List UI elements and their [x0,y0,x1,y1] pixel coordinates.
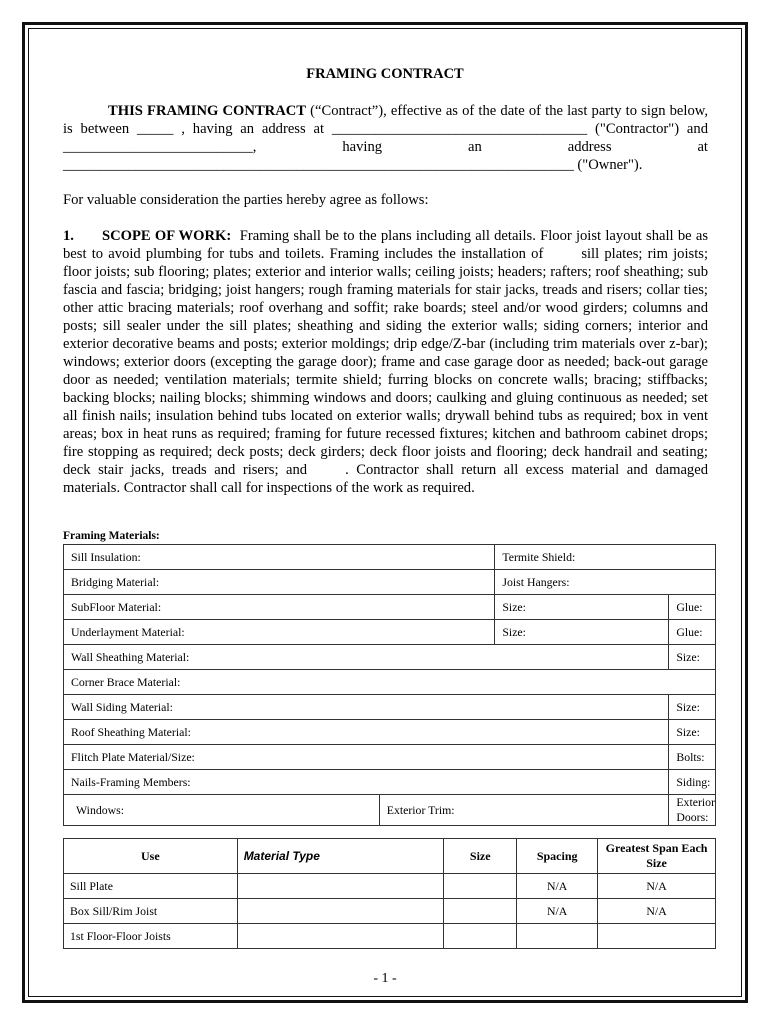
scope-number: 1. [63,228,74,244]
flitch-plate-field[interactable]: Flitch Plate Material/Size: [64,745,669,770]
table-row [64,695,716,720]
wall-sheathing-size-field[interactable]: Size: [669,645,716,670]
siding-field[interactable]: Siding: [669,770,716,795]
underlayment-glue-field[interactable]: Glue: [669,620,716,645]
row-spacing[interactable] [517,924,598,949]
row-greatest-span[interactable] [598,924,716,949]
row-size[interactable] [444,874,517,899]
wall-sheathing-material-field[interactable]: Wall Sheathing Material: [64,645,669,670]
framing-materials-label: Framing Materials: [63,530,160,542]
table-row [64,620,716,645]
corner-brace-material-field[interactable]: Corner Brace Material: [64,670,716,695]
header-use: Use [64,839,238,874]
scope-text-c: . Contractor shall return all excess material and damaged materials. Contractor shall call for inspections of the work as required. [63,462,708,496]
header-material-type: Material Type [237,839,444,874]
wall-siding-material-field[interactable]: Wall Siding Material: [64,695,669,720]
table-row [64,570,716,595]
row-use: Sill Plate [64,874,238,899]
windows-field[interactable]: Windows: [64,795,380,826]
scope-text-b: sill plates; rim joists; floor joists; sub flooring; plates; exterior and interior walls; ceiling joists; headers; rafters; roof sheathing; sub fascia and fascia; bridging; joist hangers; rough framing materials for stair jacks, treads and risers; collar ties; other attic bracing materials; roof overhang and soffit; rake boards; steel and/or wood girders; columns and posts; sill sealer under the sill plates; sheathing and siding the exterior walls; siding corners; interior and exterior decorative beams and posts; exterior moldings; drip edge/Z-bar (including trim materials over z-bar); windows; exterior doors (excepting the garage door); frame and case garage door as needed; back-out garage door as needed; ventilation materials; termite shield; furring blocks on concrete walls; bracing; stiffbacks; backing blocks; nailing blocks; shimming windows and doors; caulking and gluing continuous as needed; set all finish nails; insulation behind tubs located on exterior walls; drywall behind tubs as required; box in vent areas; box in heat runs as required; framing for future recessed fixtures; kitchen and bathroom cabinet drops; fire stopping as required; deck posts; deck girders; deck floor joists and flooring; deck handrail and seating; deck stair jacks, treads and risers; and [63,246,708,478]
sill-insulation-field[interactable]: Sill Insulation: [64,545,495,570]
exterior-trim-field[interactable]: Exterior Trim: [379,795,669,826]
underlayment-material-field[interactable]: Underlayment Material: [64,620,495,645]
table-row [64,924,716,949]
consideration-paragraph: For valuable consideration the parties hereby agree as follows: [63,192,429,208]
table-row [64,874,716,899]
row-material-type[interactable] [237,899,444,924]
table-row [64,545,716,570]
table-row [64,745,716,770]
page-number: - 1 - [373,971,397,986]
row-spacing[interactable]: N/A [517,899,598,924]
joist-hangers-field[interactable]: Joist Hangers: [495,570,716,595]
subfloor-size-field[interactable]: Size: [495,595,669,620]
table-row [64,645,716,670]
termite-shield-field[interactable]: Termite Shield: [495,545,716,570]
row-size[interactable] [444,899,517,924]
table-row [64,770,716,795]
underlayment-size-field[interactable]: Size: [495,620,669,645]
table-row [64,595,716,620]
row-material-type[interactable] [237,874,444,899]
roof-sheathing-material-field[interactable]: Roof Sheathing Material: [64,720,669,745]
exterior-doors-field[interactable]: Exterior Doors: [669,795,716,826]
wall-siding-size-field[interactable]: Size: [669,695,716,720]
framing-materials-table [63,544,716,826]
document-title: FRAMING CONTRACT [306,66,464,82]
row-use: Box Sill/Rim Joist [64,899,238,924]
subfloor-material-field[interactable]: SubFloor Material: [64,595,495,620]
roof-sheathing-size-field[interactable]: Size: [669,720,716,745]
table-row [64,670,716,695]
intro-text: (“Contract”), effective as of the date of the last party to sign below, is between _____ , having an address at ___________________________________ ("Contractor") and __________________________, having an address at ______________________________________________________________________ ("Owner"). [63,103,708,173]
intro-paragraph [63,102,708,174]
row-material-type[interactable] [237,924,444,949]
header-greatest-span: Greatest Span Each Size [598,839,716,874]
subfloor-glue-field[interactable]: Glue: [669,595,716,620]
use-material-table [63,838,716,949]
table-row [64,795,716,826]
table-row [64,899,716,924]
row-spacing[interactable]: N/A [517,874,598,899]
table-header-row [64,839,716,874]
header-spacing: Spacing [517,839,598,874]
header-size: Size [444,839,517,874]
table-row [64,720,716,745]
row-size[interactable] [444,924,517,949]
scope-text-a: Framing shall be to the plans including all details. Floor joist layout shall be as best to avoid plumbing for tubs and toilets. Framing includes the installation of [63,228,709,262]
bridging-material-field[interactable]: Bridging Material: [64,570,495,595]
row-greatest-span[interactable]: N/A [598,874,716,899]
nails-framing-field[interactable]: Nails-Framing Members: [64,770,669,795]
scope-heading: SCOPE OF WORK: [101,228,232,244]
bolts-field[interactable]: Bolts: [669,745,716,770]
scope-of-work-paragraph [63,227,708,497]
intro-bold-lead: THIS FRAMING CONTRACT [108,103,307,119]
row-use: 1st Floor-Floor Joists [64,924,238,949]
row-greatest-span[interactable]: N/A [598,899,716,924]
